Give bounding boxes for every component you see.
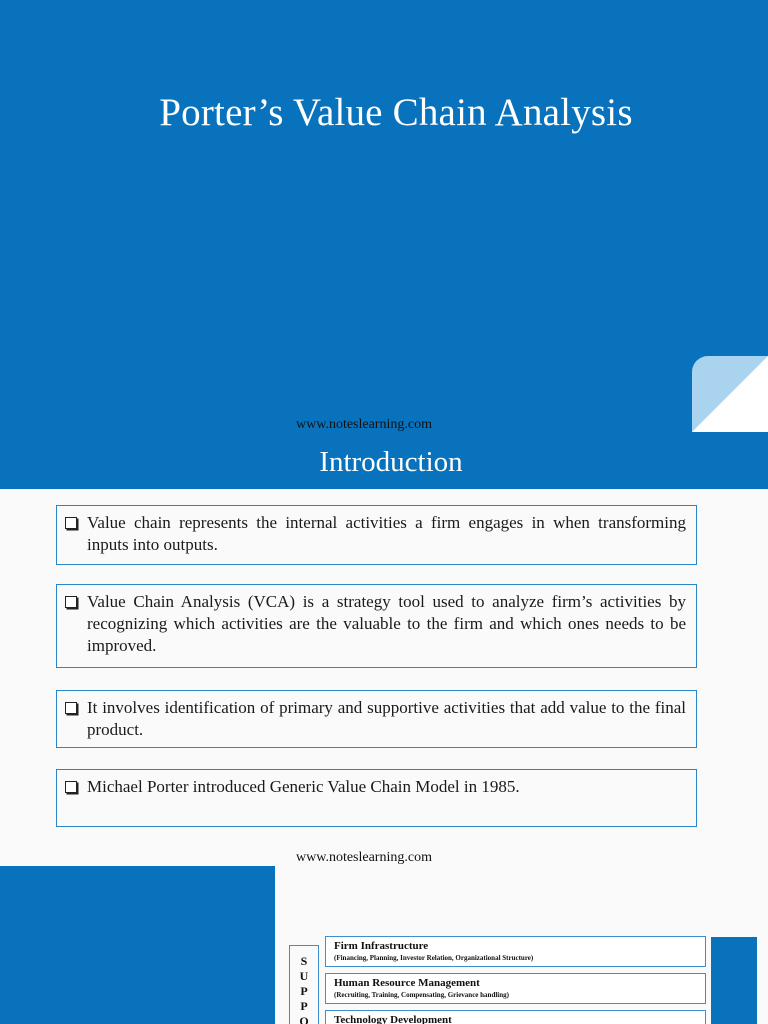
bullet-text: Value Chain Analysis (VCA) is a strategy tool used to analyze firm’s activities by recognizing which activities are the valuable to the firm and which ones needs to be improved. [87, 592, 686, 655]
bullet-text: Value chain represents the internal activities a firm engages in when transforming inputs into outputs. [87, 513, 686, 554]
bullet-text: Michael Porter introduced Generic Value Chain Model in 1985. [87, 777, 520, 796]
support-activities-label [289, 945, 319, 1024]
activity-subtitle: (Recruiting, Training, Compensating, Grievance handling) [334, 991, 509, 999]
activity-box [325, 973, 706, 1004]
support-letter: S [300, 954, 308, 968]
bullet-box [56, 690, 697, 748]
slide-accent-bar [711, 937, 757, 1024]
activity-subtitle: (Financing, Planning, Investor Relation, Organizational Structure) [334, 954, 534, 962]
website-url[interactable]: www.noteslearning.com [296, 417, 432, 432]
slide-title: Introduction [319, 446, 463, 478]
support-letter: P [300, 999, 308, 1013]
slide-title: Porter’s Value Chain Analysis [159, 91, 633, 134]
activity-title: Firm Infrastructure [334, 940, 429, 952]
bullet-box [56, 584, 697, 668]
bullet-text: It involves identification of primary and supportive activities that add value to the final product. [87, 698, 686, 739]
website-url[interactable]: www.noteslearning.com [296, 850, 432, 865]
checkbox-bullet-icon [65, 596, 77, 608]
support-letter: P [300, 984, 308, 998]
checkbox-bullet-icon [65, 517, 77, 529]
activity-box [325, 936, 706, 967]
activity-title: Human Resource Management [334, 977, 480, 989]
introduction-slide [0, 432, 768, 864]
slide-side-panel [0, 866, 275, 1024]
bullet-box [56, 505, 697, 565]
value-chain-slide [0, 866, 768, 1024]
title-slide [0, 0, 768, 432]
support-letter: O [299, 1014, 309, 1024]
slide-header-bar [0, 432, 768, 489]
activity-box [325, 1010, 706, 1024]
bullet-box [56, 769, 697, 827]
support-letter: U [299, 969, 309, 983]
checkbox-bullet-icon [65, 702, 77, 714]
checkbox-bullet-icon [65, 781, 77, 793]
activity-title: Technology Development [334, 1014, 452, 1024]
